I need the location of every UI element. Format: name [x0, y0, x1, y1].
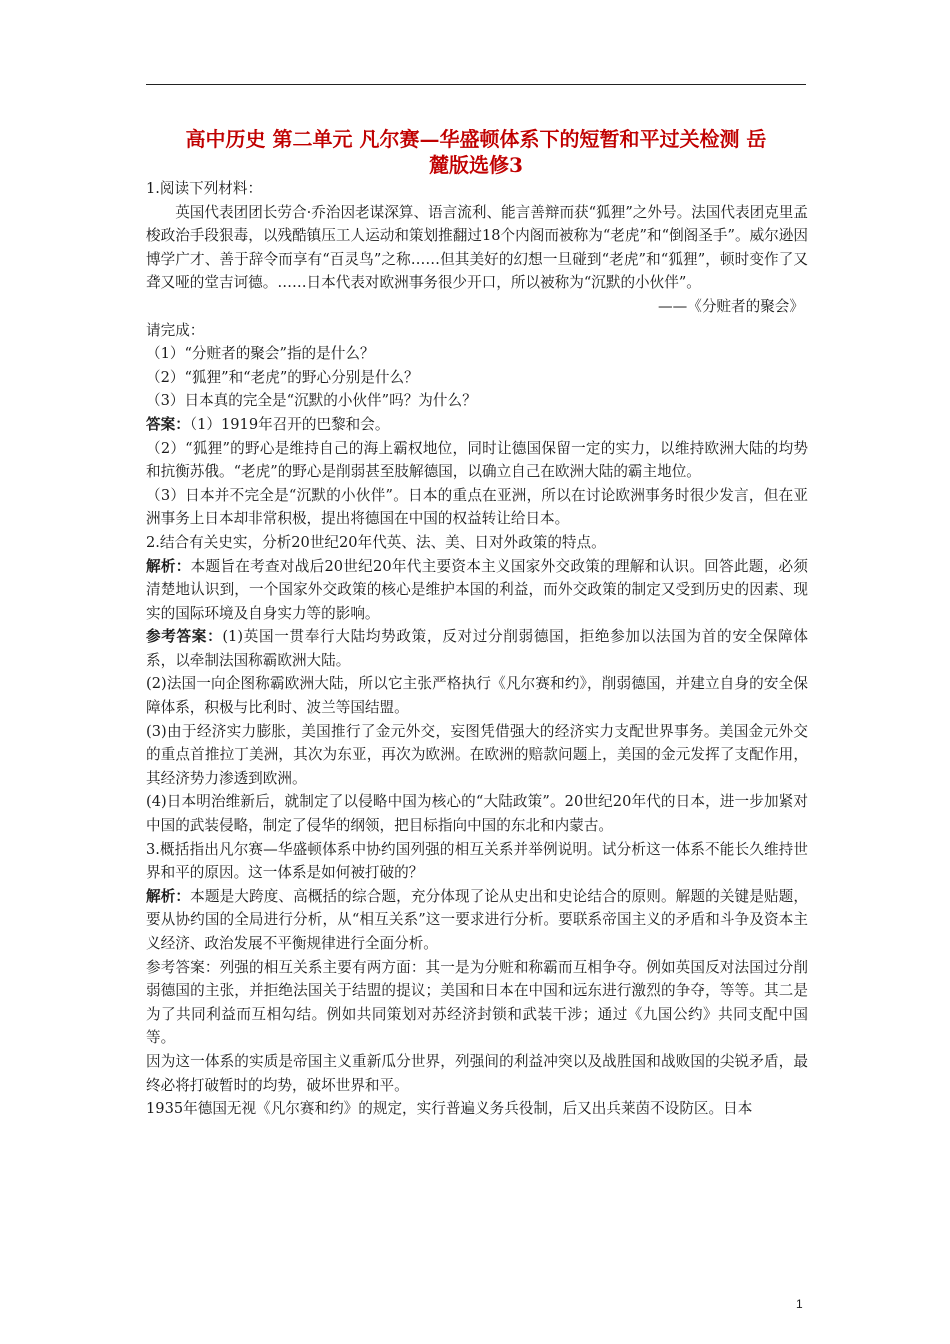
- question-3-break: 1935年德国无视《凡尔赛和约》的规定，实行普遍义务兵役制，后又出兵莱茵不设防区。日本: [146, 1100, 753, 1118]
- question-1-request: 请完成：: [146, 321, 205, 339]
- question-3-analysis-text: 本题是大跨度、高概括的综合题，充分体现了论从史出和史论结合的原则。解题的关键是贴题，要从协约国的全局进行分析，从“相互关系”这一要求进行分析。要联系帝国主义的矛盾和斗争及资本主义经济、政治发展不平衡规律进行全面分析。: [146, 887, 808, 952]
- question-1-material: 英国代表团团长劳合·乔治因老谋深算、语言流利、能言善辩而获“狐狸”之外号。法国代表团克里孟梭政治手段狠毒，以残酷镇压工人运动和策划推翻过18个内阁而被称为“老虎”和“倒阁圣手”。威尔逊因博学广才、善于辞令而享有“百灵鸟”之称……但其美好的幻想一旦碰到“老虎”和“狐狸”，顿时变作了又聋又哑的堂吉诃德。……日本代表对欧洲事务很少开口，所以被称为“沉默的小伙伴”。: [146, 203, 808, 292]
- question-2-reference-3: (3)由于经济实力膨胀，美国推行了金元外交，妄图凭借强大的经济实力支配世界事务。美国金元外交的重点首推拉丁美洲，其次为东亚，再次为欧洲。在欧洲的赔款问题上，美国的金元发挥了支配作用，其经济势力渗透到欧洲。: [146, 722, 808, 787]
- analysis-label: 解析：: [146, 887, 191, 905]
- analysis-label: 解析：: [146, 557, 191, 575]
- question-2: 2.结合有关史实，分析20世纪20年代英、法、美、日对外政策的特点。: [146, 533, 606, 551]
- question-3-cause: 因为这一体系的实质是帝国主义重新瓜分世界，列强间的利益冲突以及战胜国和战败国的尖锐矛盾，最终必将打破暂时的均势，破坏世界和平。: [146, 1052, 808, 1094]
- reference-answer-label: 参考答案：: [146, 628, 223, 646]
- question-3-analysis: [146, 885, 808, 956]
- header-rule: [146, 84, 806, 85]
- question-2-reference-1: [146, 625, 808, 672]
- question-1-sub-3: （3）日本真的完全是“沉默的小伙伴”吗？为什么？: [146, 392, 477, 410]
- answer-1-part-3: （3）日本并不完全是“沉默的小伙伴”。日本的重点在亚洲，所以在讨论欧洲事务时很少发言，但在亚洲事务上日本却非常积极，提出将德国在中国的权益转让给日本。: [146, 486, 808, 528]
- question-2-reference-1-text: (1)英国一贯奉行大陆均势政策，反对过分削弱德国，拒绝参加以法国为首的安全保障体系，以牵制法国称霸欧洲大陆。: [146, 628, 808, 669]
- title-line-2: 麓版选修3: [429, 153, 523, 177]
- title-line-1: 高中历史 第二单元 凡尔赛—华盛顿体系下的短暂和平过关检测 岳: [185, 127, 767, 151]
- answer-1-part-1-text: （1）1919年召开的巴黎和会。: [189, 415, 390, 433]
- answer-1-part-2: （2）“狐狸”的野心是维持自己的海上霸权地位，同时让德国保留一定的实力，以维持欧洲大陆的均势和抗衡苏俄。“老虎”的野心是削弱甚至肢解德国，以确立自己在欧洲大陆的霸主地位。: [146, 439, 808, 481]
- question-1-prompt: 1.阅读下列材料：: [146, 180, 263, 197]
- question-1-sub-1: （1）“分赃者的聚会”指的是什么？: [146, 345, 375, 363]
- question-3-reference: 参考答案：列强的相互关系主要有两方面：其一是为分赃和称霸而互相争夺。例如英国反对法国过分削弱德国的主张，并拒绝法国关于结盟的提议；美国和日本在中国和远东进行激烈的争夺，等等。其二是为了共同利益而互相勾结。例如共同策划对苏经济封锁和武装干涉；通过《九国公约》共同支配中国等。: [146, 958, 808, 1047]
- question-2-reference-4: (4)日本明治维新后，就制定了以侵略中国为核心的“大陆政策”。20世纪20年代的日本，进一步加紧对中国的武装侵略，制定了侵华的纲领，把目标指向中国的东北和内蒙古。: [146, 793, 808, 835]
- question-2-analysis: [146, 555, 808, 626]
- answer-label: 答案：: [146, 415, 190, 433]
- document-body: [146, 177, 808, 1121]
- question-2-reference-2: (2)法国一向企图称霸欧洲大陆，所以它主张严格执行《凡尔赛和约》，削弱德国，并建立自身的安全保障体系，积极与比利时、波兰等国结盟。: [146, 675, 808, 717]
- question-2-analysis-text: 本题旨在考查对战后20世纪20年代主要资本主义国家外交政策的理解和认识。回答此题，必须清楚地认识到，一个国家外交政策的核心是维护本国的利益，而外交政策的制定又受到历史的因素、现实的国际环境及自身实力等的影响。: [146, 557, 808, 622]
- question-1-sub-2: （2）“狐狸”和“老虎”的野心分别是什么？: [146, 368, 419, 386]
- page-number: 1: [796, 1297, 803, 1311]
- document-title: [140, 126, 812, 178]
- material-source: ——《分赃者的聚会》: [658, 297, 804, 315]
- question-3: 3.概括指出凡尔赛—华盛顿体系中协约国列强的相互关系并举例说明。试分析这一体系不能长久维持世界和平的原因。这一体系是如何被打破的？: [146, 840, 808, 882]
- answer-1-part-1: [146, 413, 808, 437]
